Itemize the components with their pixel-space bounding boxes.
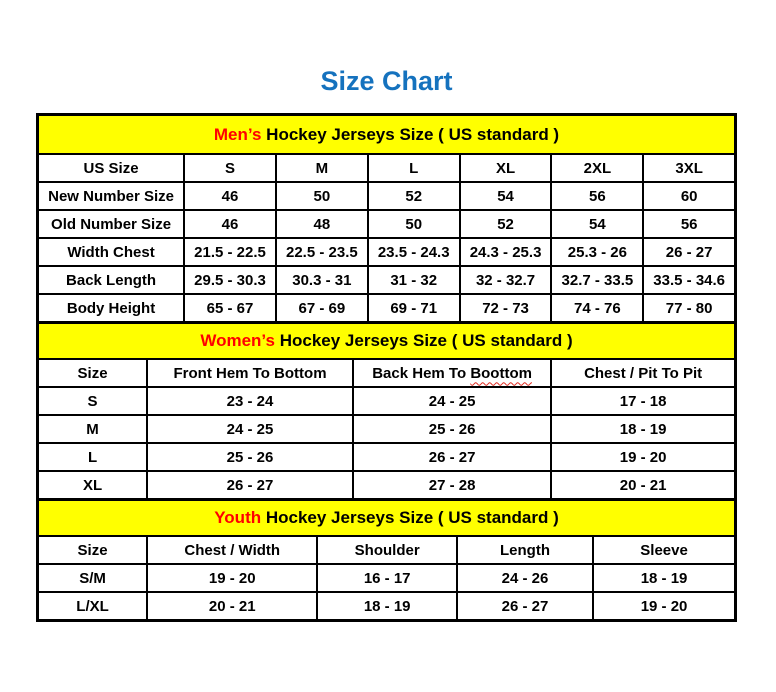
- data-cell: 26 - 27: [643, 238, 735, 266]
- data-cell: 21.5 - 22.5: [184, 238, 276, 266]
- column-header: [353, 359, 551, 387]
- womens-heading-cell: [38, 323, 736, 360]
- data-cell: 77 - 80: [643, 294, 735, 323]
- column-header: Shoulder: [317, 536, 457, 564]
- youth-table-body: [38, 564, 736, 621]
- row-label: L: [38, 443, 148, 471]
- data-cell: 23.5 - 24.3: [368, 238, 460, 266]
- data-cell: 72 - 73: [460, 294, 552, 323]
- data-cell: 24.3 - 25.3: [460, 238, 552, 266]
- row-label: XL: [38, 471, 148, 500]
- page-title: Size Chart: [320, 66, 453, 96]
- youth-size-table: [36, 498, 737, 622]
- data-cell: 20 - 21: [551, 471, 735, 500]
- data-cell: 24 - 25: [147, 415, 353, 443]
- mens-heading-cell: [38, 115, 736, 155]
- column-header: S: [184, 154, 276, 182]
- data-cell: 30.3 - 31: [276, 266, 368, 294]
- womens-heading-highlight: Women’s: [200, 331, 275, 350]
- table-row: [38, 443, 736, 471]
- data-cell: 29.5 - 30.3: [184, 266, 276, 294]
- column-header: Chest / Pit To Pit: [551, 359, 735, 387]
- data-cell: 18 - 19: [551, 415, 735, 443]
- data-cell: 33.5 - 34.6: [643, 266, 735, 294]
- column-header: 3XL: [643, 154, 735, 182]
- data-cell: 54: [551, 210, 643, 238]
- data-cell: 25 - 26: [353, 415, 551, 443]
- data-cell: 24 - 26: [457, 564, 593, 592]
- row-label: Body Height: [38, 294, 185, 323]
- womens-column-header-row: [38, 359, 736, 387]
- mens-heading-text: Hockey Jerseys Size ( US standard ): [266, 124, 560, 144]
- table-row: [38, 238, 736, 266]
- data-cell: 46: [184, 182, 276, 210]
- row-label: Back Length: [38, 266, 185, 294]
- data-cell: 67 - 69: [276, 294, 368, 323]
- column-header: M: [276, 154, 368, 182]
- data-cell: 56: [551, 182, 643, 210]
- column-header: US Size: [38, 154, 185, 182]
- column-header: 2XL: [551, 154, 643, 182]
- youth-heading-cell: [38, 500, 736, 537]
- data-cell: 18 - 19: [317, 592, 457, 621]
- data-cell: 48: [276, 210, 368, 238]
- column-header: Size: [38, 359, 148, 387]
- row-label: S/M: [38, 564, 148, 592]
- table-row: [38, 471, 736, 500]
- data-cell: 60: [643, 182, 735, 210]
- data-cell: 52: [460, 210, 552, 238]
- data-cell: 16 - 17: [317, 564, 457, 592]
- data-cell: 56: [643, 210, 735, 238]
- mens-table-body: [38, 182, 736, 323]
- data-cell: 50: [276, 182, 368, 210]
- data-cell: 23 - 24: [147, 387, 353, 415]
- table-row: [38, 266, 736, 294]
- data-cell: 52: [368, 182, 460, 210]
- misspelled-word: Boottom: [470, 364, 532, 382]
- mens-section-heading: [38, 115, 736, 155]
- column-header: L: [368, 154, 460, 182]
- data-cell: 46: [184, 210, 276, 238]
- data-cell: 17 - 18: [551, 387, 735, 415]
- data-cell: 22.5 - 23.5: [276, 238, 368, 266]
- row-label: Old Number Size: [38, 210, 185, 238]
- data-cell: 26 - 27: [147, 471, 353, 500]
- data-cell: 74 - 76: [551, 294, 643, 323]
- youth-column-header-row: [38, 536, 736, 564]
- table-row: [38, 592, 736, 621]
- data-cell: 54: [460, 182, 552, 210]
- table-row: [38, 415, 736, 443]
- mens-size-table: [36, 113, 737, 324]
- row-label: New Number Size: [38, 182, 185, 210]
- data-cell: 19 - 20: [551, 443, 735, 471]
- data-cell: 32.7 - 33.5: [551, 266, 643, 294]
- youth-section-heading: [38, 500, 736, 537]
- data-cell: 19 - 20: [147, 564, 317, 592]
- mens-heading-highlight: Men’s: [213, 124, 262, 144]
- table-row: [38, 294, 736, 323]
- data-cell: 27 - 28: [353, 471, 551, 500]
- column-header: Chest / Width: [147, 536, 317, 564]
- data-cell: 31 - 32: [368, 266, 460, 294]
- size-chart-container: [36, 113, 737, 622]
- table-row: [38, 564, 736, 592]
- row-label: L/XL: [38, 592, 148, 621]
- table-row: [38, 182, 736, 210]
- column-header: Sleeve: [593, 536, 735, 564]
- column-header-text: Back Hem To: [372, 364, 471, 382]
- data-cell: 25 - 26: [147, 443, 353, 471]
- data-cell: 25.3 - 26: [551, 238, 643, 266]
- womens-table-body: [38, 387, 736, 500]
- data-cell: 19 - 20: [593, 592, 735, 621]
- data-cell: 50: [368, 210, 460, 238]
- womens-size-table: [36, 321, 737, 501]
- mens-column-header-row: [38, 154, 736, 182]
- row-label: S: [38, 387, 148, 415]
- data-cell: 69 - 71: [368, 294, 460, 323]
- data-cell: 20 - 21: [147, 592, 317, 621]
- data-cell: 32 - 32.7: [460, 266, 552, 294]
- data-cell: 24 - 25: [353, 387, 551, 415]
- data-cell: 26 - 27: [457, 592, 593, 621]
- column-header: XL: [460, 154, 552, 182]
- row-label: M: [38, 415, 148, 443]
- row-label: Width Chest: [38, 238, 185, 266]
- womens-heading-text: Hockey Jerseys Size ( US standard ): [279, 331, 573, 350]
- womens-section-heading: [38, 323, 736, 360]
- column-header: Length: [457, 536, 593, 564]
- data-cell: 18 - 19: [593, 564, 735, 592]
- youth-heading-text: Hockey Jerseys Size ( US standard ): [265, 508, 559, 527]
- table-row: [38, 387, 736, 415]
- data-cell: 65 - 67: [184, 294, 276, 323]
- data-cell: 26 - 27: [353, 443, 551, 471]
- column-header: Size: [38, 536, 148, 564]
- column-header: Front Hem To Bottom: [147, 359, 353, 387]
- youth-heading-highlight: Youth: [214, 508, 262, 527]
- table-row: [38, 210, 736, 238]
